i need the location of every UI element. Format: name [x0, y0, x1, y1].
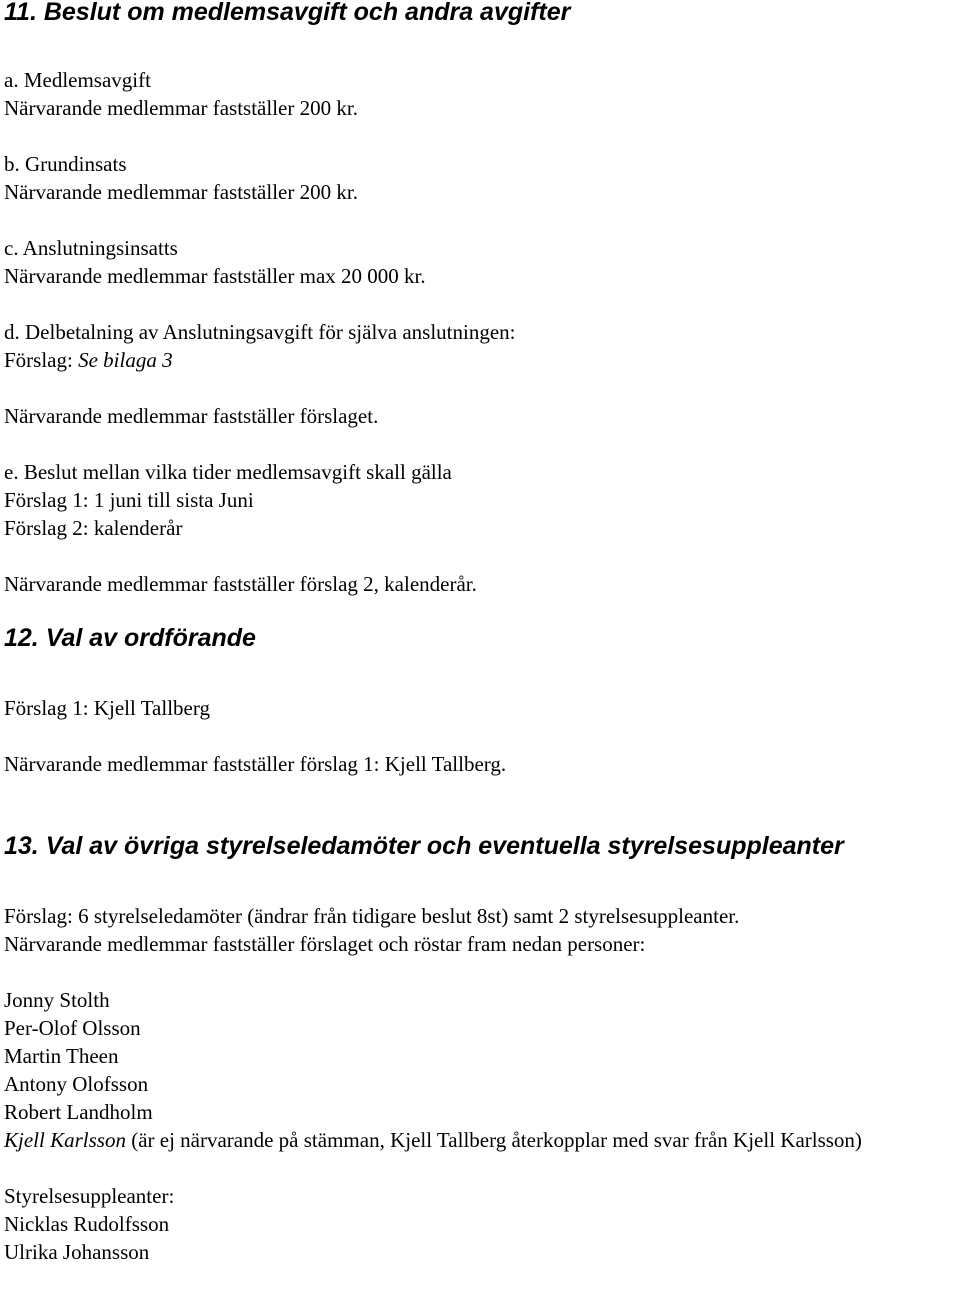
item-c: [4, 234, 958, 290]
deputy-member: Ulrika Johansson: [4, 1240, 150, 1264]
section-12-proposal: Förslag 1: Kjell Tallberg: [4, 696, 210, 720]
item-c-label: c. Anslutningsinsatts: [4, 236, 178, 260]
deputy-member: Nicklas Rudolfsson: [4, 1212, 170, 1236]
board-member: Martin Theen: [4, 1044, 119, 1068]
item-b-label: b. Grundinsats: [4, 152, 127, 176]
item-e: [4, 458, 958, 598]
board-member: Jonny Stolth: [4, 988, 110, 1012]
item-d-proposal: [4, 346, 958, 374]
item-b-decision: Närvarande medlemmar fastställer 200 kr.: [4, 180, 358, 204]
item-a-decision: Närvarande medlemmar fastställer 200 kr.: [4, 96, 358, 120]
section-13-proposal: Förslag: 6 styrelseledamöter (ändrar från tidigare beslut 8st) samt 2 styrelsesuppleanter.: [4, 904, 740, 928]
item-d: [4, 318, 958, 430]
section-13-heading: 13. Val av övriga styrelseledamöter och eventuella styrelsesuppleanter: [4, 832, 844, 860]
board-members-list: [4, 986, 958, 1154]
item-d-label: d. Delbetalning av Anslutningsavgift för själva anslutningen:: [4, 320, 516, 344]
section-12-decision: Närvarande medlemmar fastställer förslag 1: Kjell Tallberg.: [4, 752, 507, 776]
deputies-label: Styrelsesuppleanter:: [4, 1184, 175, 1208]
item-e-proposal-2: Förslag 2: kalenderår: [4, 516, 183, 540]
item-d-proposal-prefix: Förslag:: [4, 348, 79, 372]
item-a-label: a. Medlemsavgift: [4, 68, 151, 92]
board-member: Per-Olof Olsson: [4, 1016, 141, 1040]
absent-member-name: Kjell Karlsson: [4, 1128, 126, 1152]
item-d-decision: Närvarande medlemmar fastställer förslaget.: [4, 404, 379, 428]
item-e-decision: Närvarande medlemmar fastställer förslag 2, kalenderår.: [4, 572, 477, 596]
absent-member-note: (är ej närvarande på stämman, Kjell Tallberg återkopplar med svar från Kjell Karlsson): [125, 1128, 862, 1152]
board-member-absent: [4, 1126, 958, 1154]
item-e-proposal-1: Förslag 1: 1 juni till sista Juni: [4, 488, 254, 512]
section-12-heading: 12. Val av ordförande: [4, 624, 256, 652]
section-11-heading: 11. Beslut om medlemsavgift och andra avgifter: [4, 0, 571, 26]
attachment-reference: Se bilaga 3: [78, 348, 173, 372]
item-e-label: e. Beslut mellan vilka tider medlemsavgift skall gälla: [4, 460, 452, 484]
section-13-decision: Närvarande medlemmar fastställer förslaget och röstar fram nedan personer:: [4, 932, 646, 956]
item-b: [4, 150, 958, 206]
board-member: Antony Olofsson: [4, 1072, 149, 1096]
board-member: Robert Landholm: [4, 1100, 153, 1124]
deputies-list: [4, 1182, 958, 1266]
item-c-decision: Närvarande medlemmar fastställer max 20 000 kr.: [4, 264, 426, 288]
minutes-document: [4, 0, 958, 1266]
item-a: [4, 66, 958, 122]
